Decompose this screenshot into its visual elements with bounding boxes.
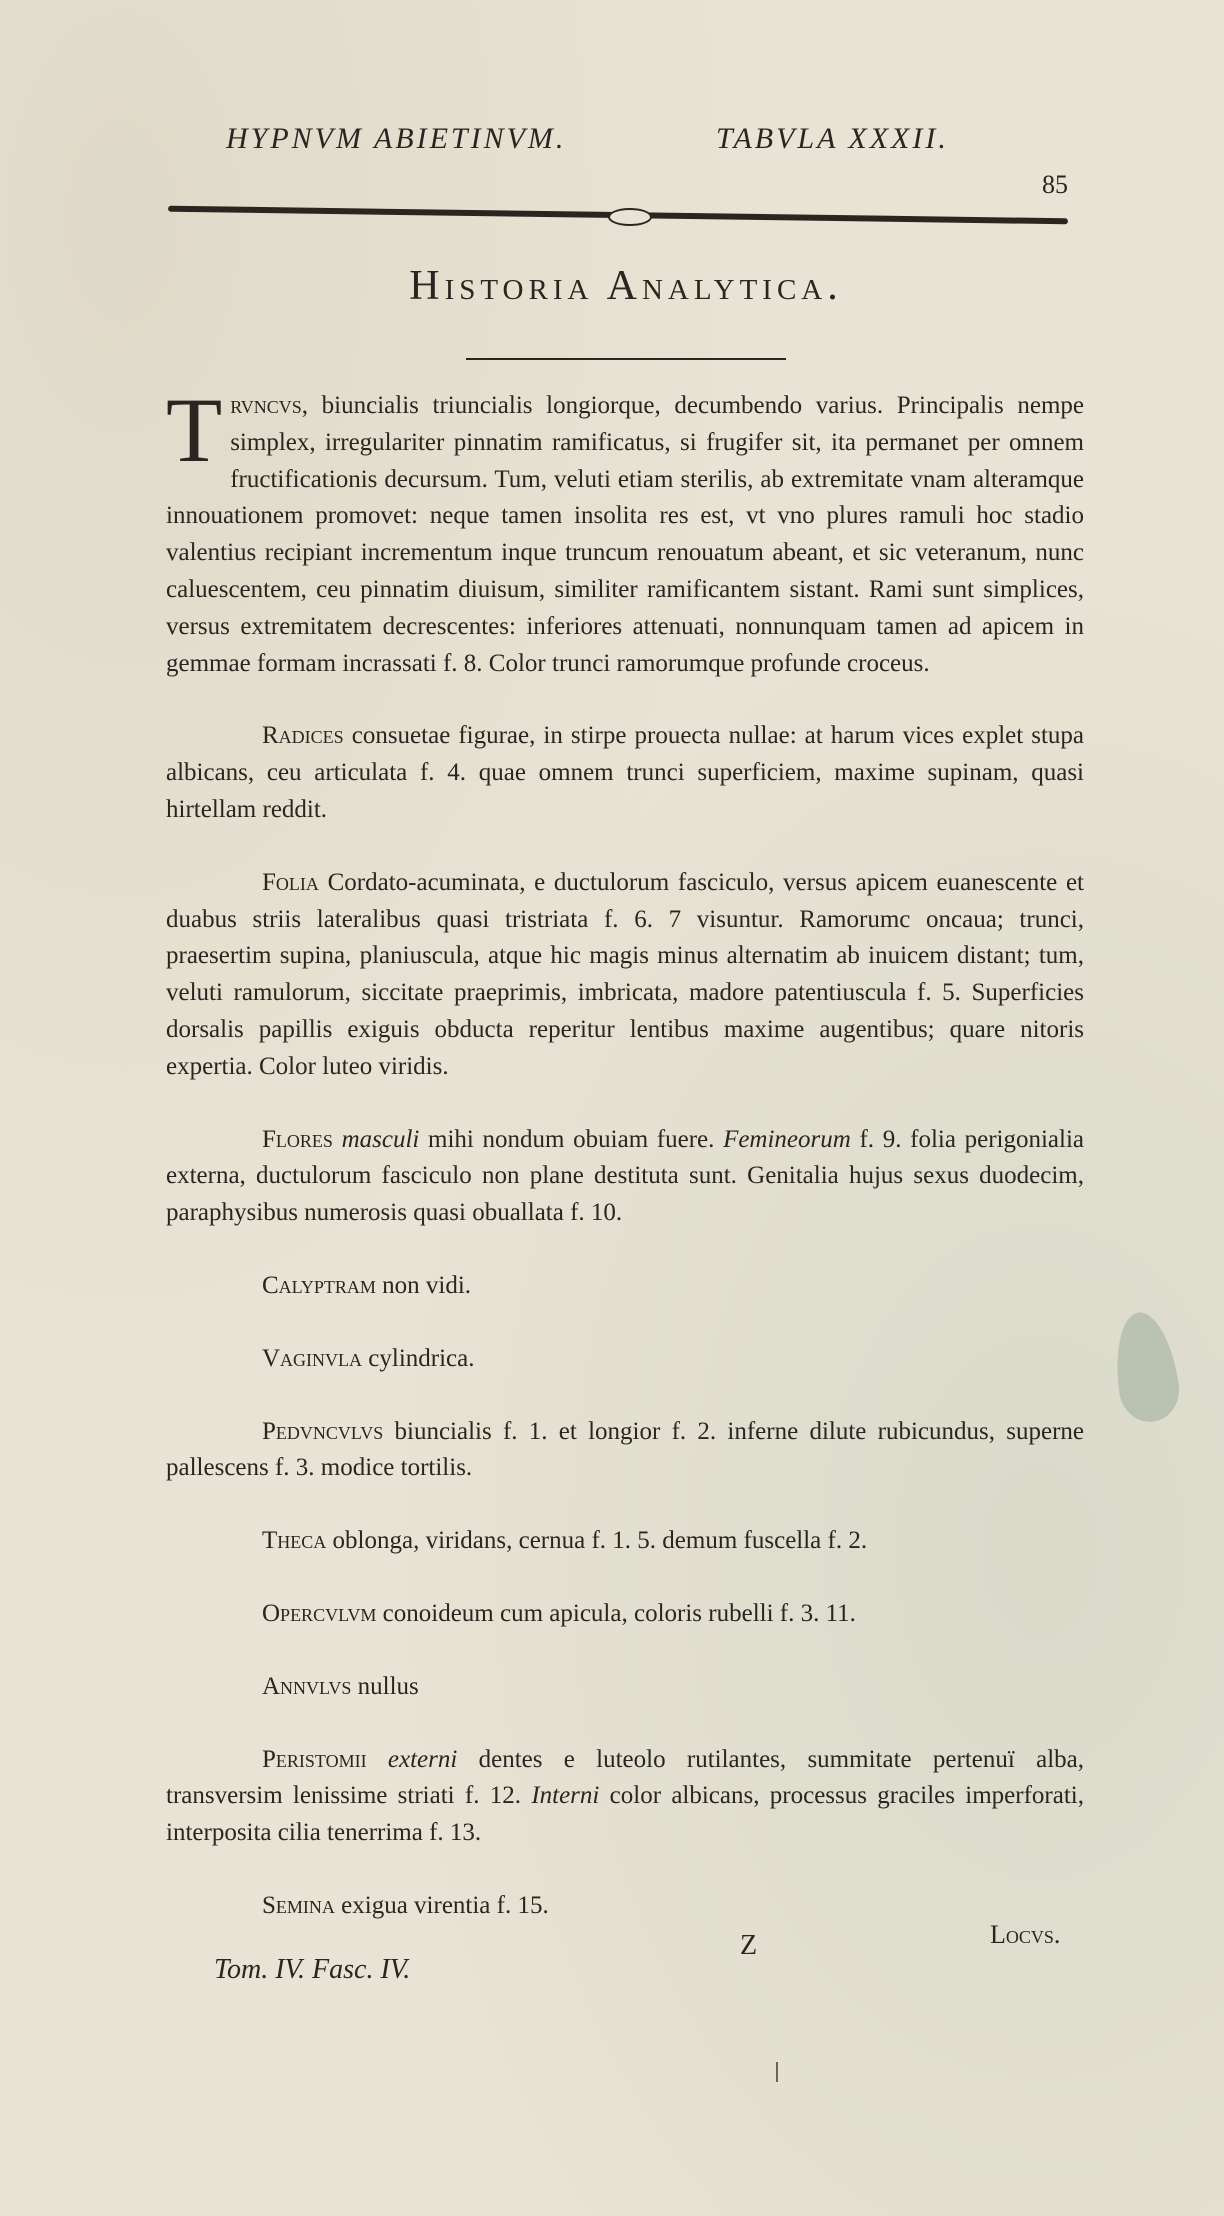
bleed-through-leaf-icon — [1109, 1308, 1184, 1425]
paragraph-lead: Peristomii — [262, 1745, 367, 1773]
paragraph-lead: rvncvs, — [230, 392, 309, 419]
catchword: Locvs. — [990, 1920, 1061, 1949]
paragraph-peristomium — [166, 1742, 1084, 1852]
paragraph-text: non vidi. — [375, 1271, 472, 1299]
paragraph-lead: Radices — [262, 722, 344, 750]
running-head-plate: TABVLA XXXII. — [716, 122, 949, 155]
paragraph-semina — [166, 1888, 1084, 1925]
italic-term: externi — [387, 1745, 458, 1773]
italic-term: masculi — [341, 1125, 420, 1153]
margin-mark — [776, 2062, 778, 2082]
paragraph-truncus — [166, 379, 1084, 682]
paragraph-lead: Calyptram — [262, 1271, 376, 1299]
signature-left: Tom. IV. Fasc. IV. — [214, 1954, 411, 1985]
paragraph-text: conoideum cum apicula, coloris rubelli f. 3. 11. — [376, 1599, 856, 1627]
paragraph-text: exigua virentia f. 15. — [334, 1891, 549, 1919]
paragraph-text: color albicans, processus graciles imperforati, interposita cilia tenerrima f. 13. — [166, 1782, 1084, 1847]
paragraph-lead: Pedvncvlvs — [262, 1417, 384, 1445]
italic-term: Femineorum — [723, 1125, 851, 1153]
running-head-title: HYPNVM ABIETINVM. — [226, 122, 567, 155]
paragraph-lead: Annvlvs — [262, 1672, 352, 1700]
paragraph-operculum — [166, 1596, 1084, 1633]
section-title: Historia Analytica. — [409, 263, 843, 309]
main-text — [166, 379, 1084, 1961]
drop-cap: T — [166, 379, 223, 481]
rule-ornament-icon — [608, 208, 652, 226]
paragraph-lead: Vaginvla — [262, 1344, 363, 1372]
paragraph-text: Cordato-acuminata, e ductulorum fasciculo, versus apicem euanescente et duabus striis lateralibus quasi tristriata f. 6. 7 visuntur. Ramorumc oncaua; trunci, praesertim supina, planiuscula, atque hic magis minus alternatim ab inuicem distant; tum, veluti ramulorum, siccitate praeprimis, imbricata, madore patentiuscula f. 5. Superficies dorsalis papillis exiguis obducta reperitur lentibus maxime augentibus; quare nitoris expertia. Color luteo viridis. — [166, 868, 1084, 1080]
paragraph-text: mihi nondum obuiam fuere. — [419, 1125, 724, 1153]
paragraph-text: cylindrica. — [362, 1344, 475, 1372]
paragraph-text: f. 9. folia perigonialia externa, ductulorum fasciculo non plane destituta sunt. Genitalia hujus sexus duodecim, paraphysibus numerosis quasi obuallata f. 10. — [166, 1125, 1084, 1227]
paragraph-theca — [166, 1523, 1084, 1560]
paragraph-text: dentes e luteolo rutilantes, summitate pertenuï alba, transversim lenissime striati f. 12. — [166, 1745, 1084, 1810]
paragraph-lead: Semina — [262, 1891, 335, 1919]
paragraph-lead: Flores — [262, 1125, 333, 1153]
paragraph-lead: Folia — [262, 868, 319, 896]
paragraph-lead: Theca — [262, 1527, 327, 1555]
paragraph-text: consuetae figurae, in stirpe prouecta nullae: at harum vices explet stupa albicans, ceu articulata f. 4. quae omnem trunci superficiem, maxime supinam, quasi hirtellam reddit. — [166, 722, 1084, 823]
paragraph-pedunculus — [166, 1414, 1084, 1488]
paragraph-calyptra — [166, 1268, 1084, 1305]
signature-mark: Z — [740, 1930, 758, 1961]
paragraph-folia — [166, 865, 1084, 1086]
paragraph-radices — [166, 718, 1084, 828]
paragraph-text: biuncialis f. 1. et longior f. 2. inferne dilute rubicundus, superne pallescens f. 3. modice tortilis. — [166, 1417, 1084, 1482]
paragraph-text: biuncialis triuncialis longiorque, decumbendo varius. Principalis nempe simplex, irregulariter pinnatim ramificatus, si frugifer sit, ita permanet per omnem fructificationis decursum. Tum, veluti etiam sterilis, ab extremitate vnam alteramque innouationem promovet: neque tamen insolita res est, vt vno plures ramuli hoc stadio valentius recipiant incrementum inque truncum renouatum abeant, et sic veteranum, nunc caluescentem, ceu pinnatim diuisum, similiter ramificantem sistant. Rami sunt simplices, versus extremitatem decrescentes: inferiores attenuati, nonnunquam tamen ad apicem in gemmae formam incrassati f. 8. Color trunci ramorumque profunde croceus. — [166, 392, 1084, 677]
italic-term: Interni — [531, 1782, 600, 1810]
paragraph-annulus — [166, 1669, 1084, 1706]
paragraph-flores — [166, 1122, 1084, 1232]
paragraph-text: oblonga, viridans, cernua f. 1. 5. demum fuscella f. 2. — [326, 1527, 868, 1555]
paragraph-lead: Opercvlvm — [262, 1599, 377, 1627]
title-divider — [466, 358, 786, 360]
page-number: 85 — [1042, 170, 1068, 199]
paragraph-vaginula — [166, 1341, 1084, 1378]
paragraph-text: nullus — [351, 1672, 419, 1700]
